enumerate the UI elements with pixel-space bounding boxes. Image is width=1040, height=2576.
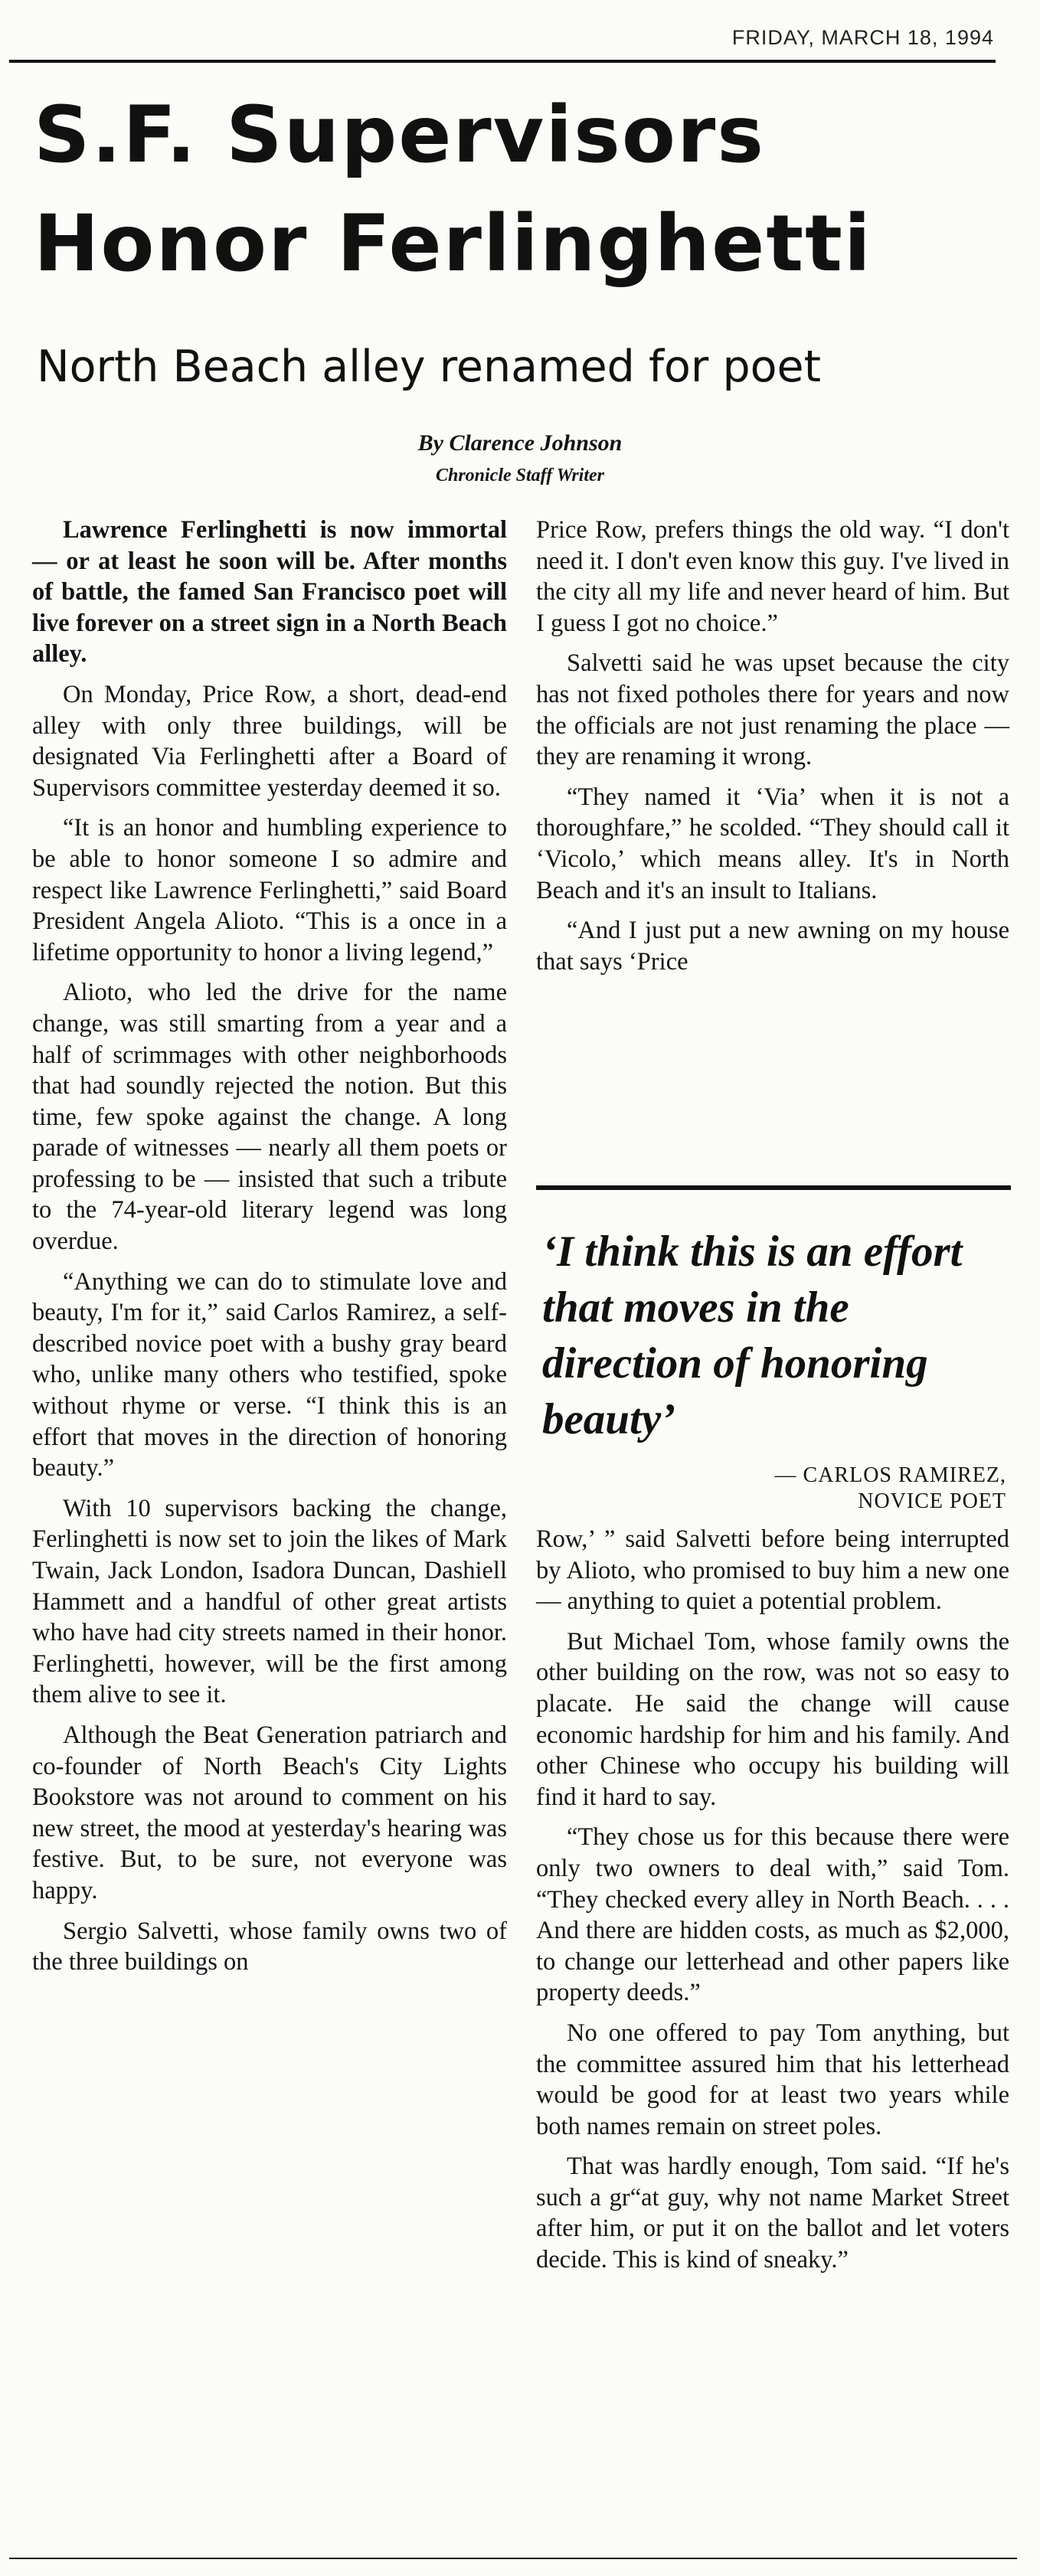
pull-quote-text: ‘I think this is an effort that moves in the direction of honoring beauty’ xyxy=(542,1228,963,1443)
article-paragraph: “They named it ‘Via’ when it is not a thoroughfare,” he scolded. “They should call it ‘Vicolo,’ which means alley. It's in North Beach and it's an insult to Italians. xyxy=(536,783,1009,904)
article-paragraph: On Monday, Price Row, a short, dead-end alley with only three buildings, will be designated Via Ferlinghetti after a Board of Supervisors committee yesterday deemed it so. xyxy=(32,680,507,802)
article-paragraph: Price Row, prefers things the old way. “I don't need it. I don't even know this guy. I've lived in the city all my life and never heard of him. But I guess I got no choice.” xyxy=(536,516,1009,637)
article-column-right-top xyxy=(536,515,1009,986)
pull-quote-attribution xyxy=(536,1463,1006,1515)
article-paragraph: Sergio Salvetti, whose family owns two of the three buildings on xyxy=(32,1917,507,1976)
byline-author: By Clarence Johnson xyxy=(417,430,623,456)
dateline: FRIDAY, MARCH 18, 1994 xyxy=(731,26,994,49)
article-paragraph: “And I just put a new awning on my house that says ‘Price xyxy=(536,917,1009,976)
article-paragraph: With 10 supervisors backing the change, Ferlinghetti is now set to join the likes of Mark Twain, Jack London, Isadora Duncan, Dashiell Hammett and a handful of other great artists who have had city streets named in their honor. Ferlinghetti, however, will be the first among them alive to see it. xyxy=(32,1494,507,1709)
article-paragraph: “They chose us for this because there were only two owners to deal with,” said Tom. “They checked every alley in North Beach. . . . And there are hidden costs, as much as $2,000, to change our letterhead and other papers like property deeds.” xyxy=(536,1823,1009,2007)
headline-line-1: S.F. Supervisors xyxy=(34,90,765,181)
pull-quote-attribution-name: — CARLOS RAMIREZ, xyxy=(774,1463,1006,1487)
article-paragraph: “Anything we can do to stimulate love and beauty, I'm for it,” said Carlos Ramirez, a self-described novice poet with a bushy gray beard who, unlike many others who testified, spoke without rhyme or verse. “I think this is an effort that moves in the direction of honoring beauty.” xyxy=(32,1267,507,1483)
article-paragraph: Row,’ ” said Salvetti before being interrupted by Alioto, who promised to buy him a new one — anything to quiet a potential problem. xyxy=(536,1525,1009,1616)
article-paragraph: Salvetti said he was upset because the city has not fixed potholes there for years and now the officials are not just renaming the place — they are renaming it wrong. xyxy=(536,649,1009,771)
top-rule xyxy=(9,60,996,63)
lead-paragraph: Lawrence Ferlinghetti is now immortal — or at least he soon will be. After months of battle, the famed San Francisco poet will live forever on a street sign in a North Beach alley. xyxy=(32,516,507,669)
article-paragraph: No one offered to pay Tom anything, but the committee assured him that his letterhead would be good for at least two years while both names remain on street poles. xyxy=(536,2019,1009,2140)
pull-quote-box xyxy=(536,1185,1011,1515)
article-paragraph: That was hardly enough, Tom said. “If he's such a gr“at guy, why not name Market Street after him, or put it on the ballot and let voters decide. This is kind of sneaky.” xyxy=(536,2153,1009,2274)
byline-title: Chronicle Staff Writer xyxy=(435,466,605,485)
pull-quote-attribution-title: NOVICE POET xyxy=(858,1489,1006,1513)
headline xyxy=(34,81,999,299)
headline-line-2: Honor Ferlinghetti xyxy=(34,198,872,289)
article-paragraph: Although the Beat Generation patriarch and co-founder of North Beach's City Lights Bookstore was not around to comment on his new street, the mood at yesterday's hearing was festive. But, to be sure, not everyone was happy. xyxy=(32,1721,507,1904)
article-paragraph: Alioto, who led the drive for the name change, was still smarting from a year and a half of scrimmages with other neighborhoods that had soundly rejected the notion. But this time, few spoke against the change. A long parade of witnesses — nearly all them poets or professing to be — insisted that such a tribute to the 74-year-old literary legend was long overdue. xyxy=(32,979,507,1256)
subheadline: North Beach alley renamed for poet xyxy=(37,342,821,392)
bottom-rule xyxy=(9,2558,1017,2559)
article-paragraph: But Michael Tom, whose family owns the other building on the row, was not so easy to placate. He said the change will cause economic hardship for him and his family. And other Chinese who occupy his building will find it hard to say. xyxy=(536,1627,1009,1811)
article-paragraph: “It is an honor and humbling experience to be able to honor someone I so admire and respect like Lawrence Ferlinghetti,” said Board President Angela Alioto. “This is a once in a lifetime opportunity to honor a living legend,” xyxy=(32,814,507,966)
article-column-left xyxy=(32,515,507,1987)
article-column-right-bottom xyxy=(536,1524,1009,2285)
